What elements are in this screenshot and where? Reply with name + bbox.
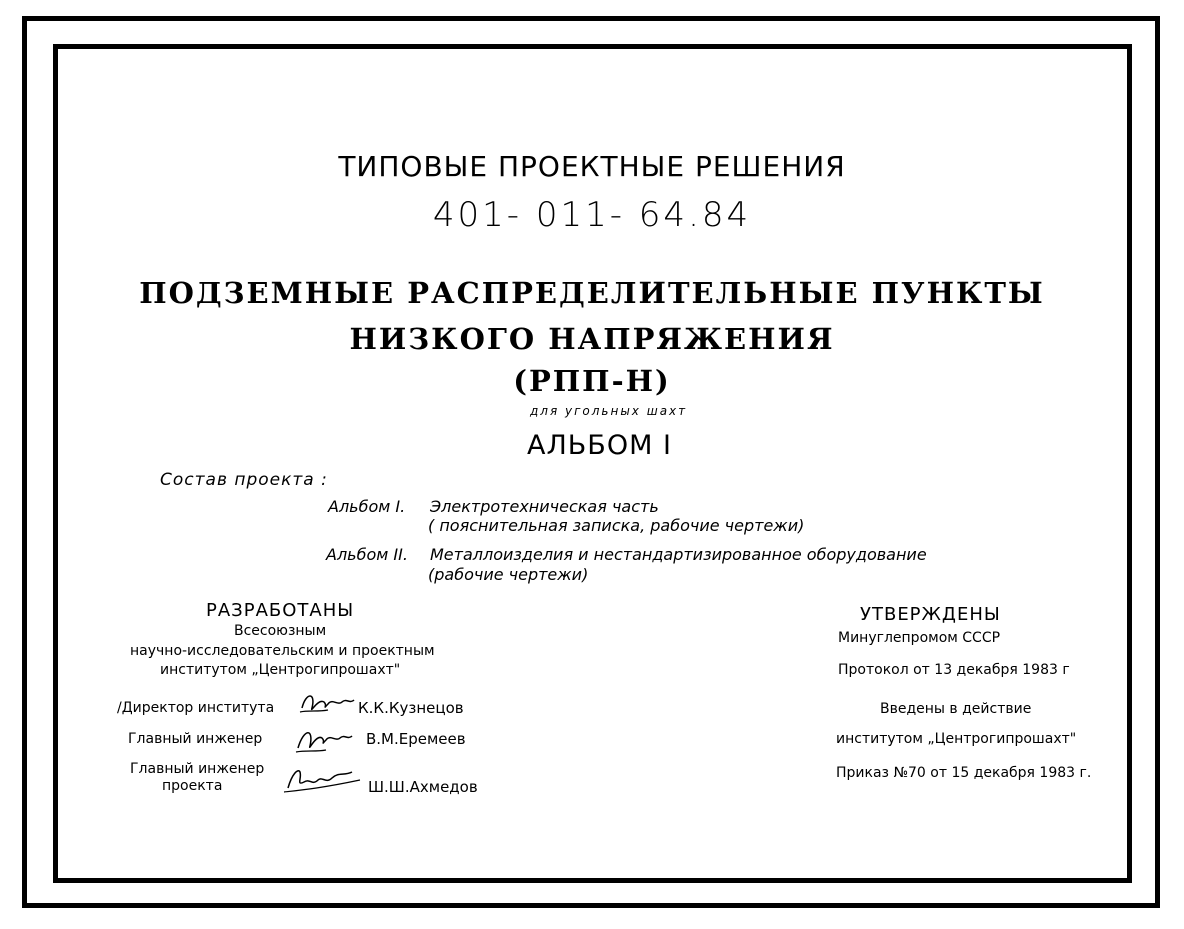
developed-line3: институтом „Центрогипрошахт" [160,662,401,678]
subtitle: для угольных шахт [530,404,688,418]
director-signature [298,688,356,718]
chief-engineer-role: Главный инженер [128,731,263,747]
main-title-line1: ПОДЗЕМНЫЕ РАСПРЕДЕЛИТЕЛЬНЫЕ ПУНКТЫ [139,276,1045,310]
developed-line2: научно-исследовательским и проектным [130,643,435,659]
main-title-abbrev: (РПП-Н) [513,364,671,398]
director-role: /Директор института [117,700,275,716]
main-title-line2: НИЗКОГО НАПРЯЖЕНИЯ [349,322,835,356]
developed-heading: РАЗРАБОТАНЫ [206,600,355,621]
album2-text: Металлоизделия и нестандартизированное оборудование [430,545,927,564]
approved-heading: УТВЕРЖДЕНЫ [860,604,1001,625]
developed-line1: Всесоюзным [234,623,327,639]
album1-label: Альбом I. [328,497,406,516]
chief-engineer-signature [294,722,354,756]
approved-line1: Минуглепромом СССР [838,630,1001,646]
document-code: 401- 011- 64.84 [432,195,752,235]
album1-text: Электротехническая часть [430,497,659,516]
project-engineer-signature [282,764,362,798]
project-engineer-role-line1: Главный инженер [130,761,265,777]
album-number: АЛЬБОМ I [527,430,672,461]
project-engineer-role-line2: проекта [162,778,223,794]
enacted-order: Приказ №70 от 15 декабря 1983 г. [836,765,1092,781]
composition-heading: Состав проекта : [160,470,328,490]
series-title: ТИПОВЫЕ ПРОЕКТНЫЕ РЕШЕНИЯ [338,150,846,183]
enacted-line2: институтом „Центрогипрошахт" [836,731,1077,747]
album1-sub: ( пояснительная записка, рабочие чертежи) [428,516,805,535]
album2-label: Альбом II. [326,545,408,564]
album2-sub: (рабочие чертежи) [428,565,589,584]
chief-engineer-name: В.М.Еремеев [366,730,466,748]
director-name: К.К.Кузнецов [358,699,464,717]
approved-protocol: Протокол от 13 декабря 1983 г [838,662,1070,678]
enacted-line1: Введены в действие [880,701,1032,717]
project-engineer-name: Ш.Ш.Ахмедов [368,778,478,796]
